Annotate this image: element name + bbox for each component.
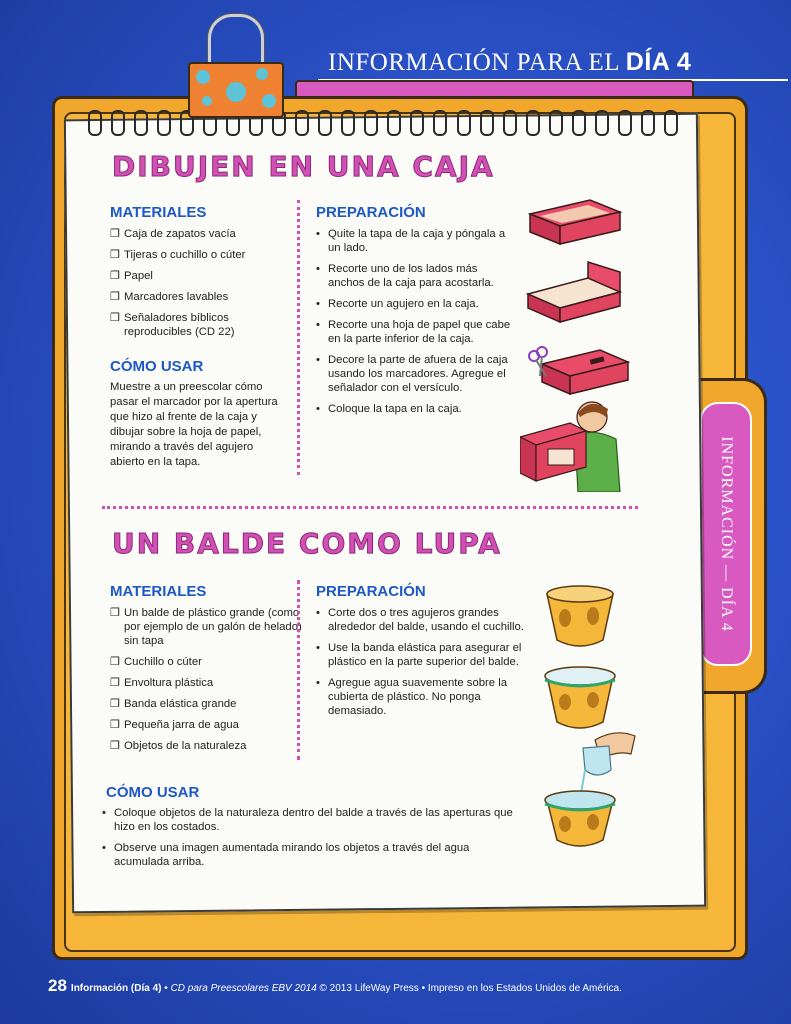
section2-prep-heading: PREPARACIÓN — [316, 583, 426, 600]
footer-product: CD para Preescolares EBV 2014 — [170, 983, 317, 994]
prep-step: • Recorte una hoja de papel que cabe en la parte inferior de la caja. — [314, 318, 514, 346]
material-item: ❒ Objetos de la naturaleza — [110, 739, 305, 753]
material-item: ❒ Pequeña jarra de agua — [110, 718, 305, 732]
column-divider — [297, 580, 300, 760]
prep-step: • Corte dos o tres agujeros grandes alrededor del balde, usando el cuchillo. — [314, 606, 526, 634]
prep-step: • Decore la parte de afuera de la caja usando los marcadores. Agregue el señalador con el versículo. — [314, 353, 514, 395]
column-divider — [297, 200, 300, 475]
prep-step: • Recorte uno de los lados más anchos de la caja para acostarla. — [314, 262, 514, 290]
section2-materials-list — [110, 606, 305, 760]
prep-step: • Coloque la tapa en la caja. — [314, 402, 514, 416]
spiral-binding — [88, 110, 678, 138]
page-number: 28 — [48, 976, 67, 995]
pitcher-pour-icon — [545, 733, 635, 846]
bucket-holes-icon — [547, 586, 613, 646]
material-item: ❒ Caja de zapatos vacía — [110, 227, 285, 241]
prep-step: • Use la banda elástica para asegurar el plástico en la parte superior del balde. — [314, 641, 526, 669]
scissors-box-icon — [529, 347, 628, 394]
material-item: ❒ Señaladores bíblicos reproducibles (CD 22) — [110, 311, 285, 339]
section2-materials-heading: MATERIALES — [110, 583, 207, 600]
open-box-icon — [528, 262, 620, 322]
binder-clip-icon — [188, 14, 280, 114]
material-item: ❒ Envoltura plástica — [110, 676, 305, 690]
section2-how-heading: CÓMO USAR — [106, 784, 200, 801]
prep-step: • Agregue agua suavemente sobre la cubierta de plástico. No ponga demasiado. — [314, 676, 526, 718]
prep-step: • Quite la tapa de la caja y póngala a un lado. — [314, 227, 514, 255]
child-drawing-icon — [520, 402, 620, 492]
section-divider — [102, 506, 638, 509]
material-item: ❒ Papel — [110, 269, 285, 283]
footer-copyright: © 2013 LifeWay Press — [316, 983, 419, 994]
side-tab — [700, 402, 752, 666]
section1-how-heading: CÓMO USAR — [110, 358, 204, 375]
bucket-steps-illustration — [535, 580, 655, 850]
side-tab-label: INFORMACIÓN — DÍA 4 — [718, 436, 735, 632]
section1-materials-list — [110, 227, 285, 346]
material-item: ❒ Cuchillo o cúter — [110, 655, 305, 669]
box-lid-icon — [530, 200, 620, 244]
footer-rest: • Impreso en los Estados Unidos de América. — [418, 983, 622, 994]
section1-prep-list — [314, 227, 514, 423]
footer-section: Información (Día 4) — [70, 983, 162, 994]
section1-materials-heading: MATERIALES — [110, 204, 207, 221]
section1-prep-heading: PREPARACIÓN — [316, 204, 426, 221]
page-footer: 28 Información (Día 4) • CD para Preescolares EBV 2014 © 2013 LifeWay Press • Impreso en los Estados Unidos de América. — [48, 976, 622, 995]
prep-step: • Recorte un agujero en la caja. — [314, 297, 514, 311]
section2-prep-list — [314, 606, 526, 725]
bucket-plastic-icon — [545, 667, 615, 728]
how-step: • Coloque objetos de la naturaleza dentro del balde a través de las aperturas que hizo en los costados. — [100, 806, 520, 834]
section2-how-list — [100, 806, 520, 876]
material-item: ❒ Tijeras o cuchillo o cúter — [110, 248, 285, 262]
section1-how-text: Muestre a un preescolar cómo pasar el marcador por la apertura que hizo al frente de la caja y dibujar sobre la hoja de papel, mirando a través del agujero abierto en la tapa. — [110, 381, 278, 468]
material-item: ❒ Marcadores lavables — [110, 290, 285, 304]
section1-title: DIBUJEN EN UNA CAJA — [112, 150, 495, 183]
page-header-title: INFORMACIÓN PARA EL DÍA 4 — [328, 48, 692, 76]
section2-title: UN BALDE COMO LUPA — [112, 527, 502, 560]
material-item: ❒ Un balde de plástico grande (como por ejemplo de un galón de helado) sin tapa — [110, 606, 305, 648]
material-item: ❒ Banda elástica grande — [110, 697, 305, 711]
box-steps-illustration — [520, 192, 640, 492]
how-step: • Observe una imagen aumentada mirando los objetos a través del agua acumulada arriba. — [100, 841, 520, 869]
